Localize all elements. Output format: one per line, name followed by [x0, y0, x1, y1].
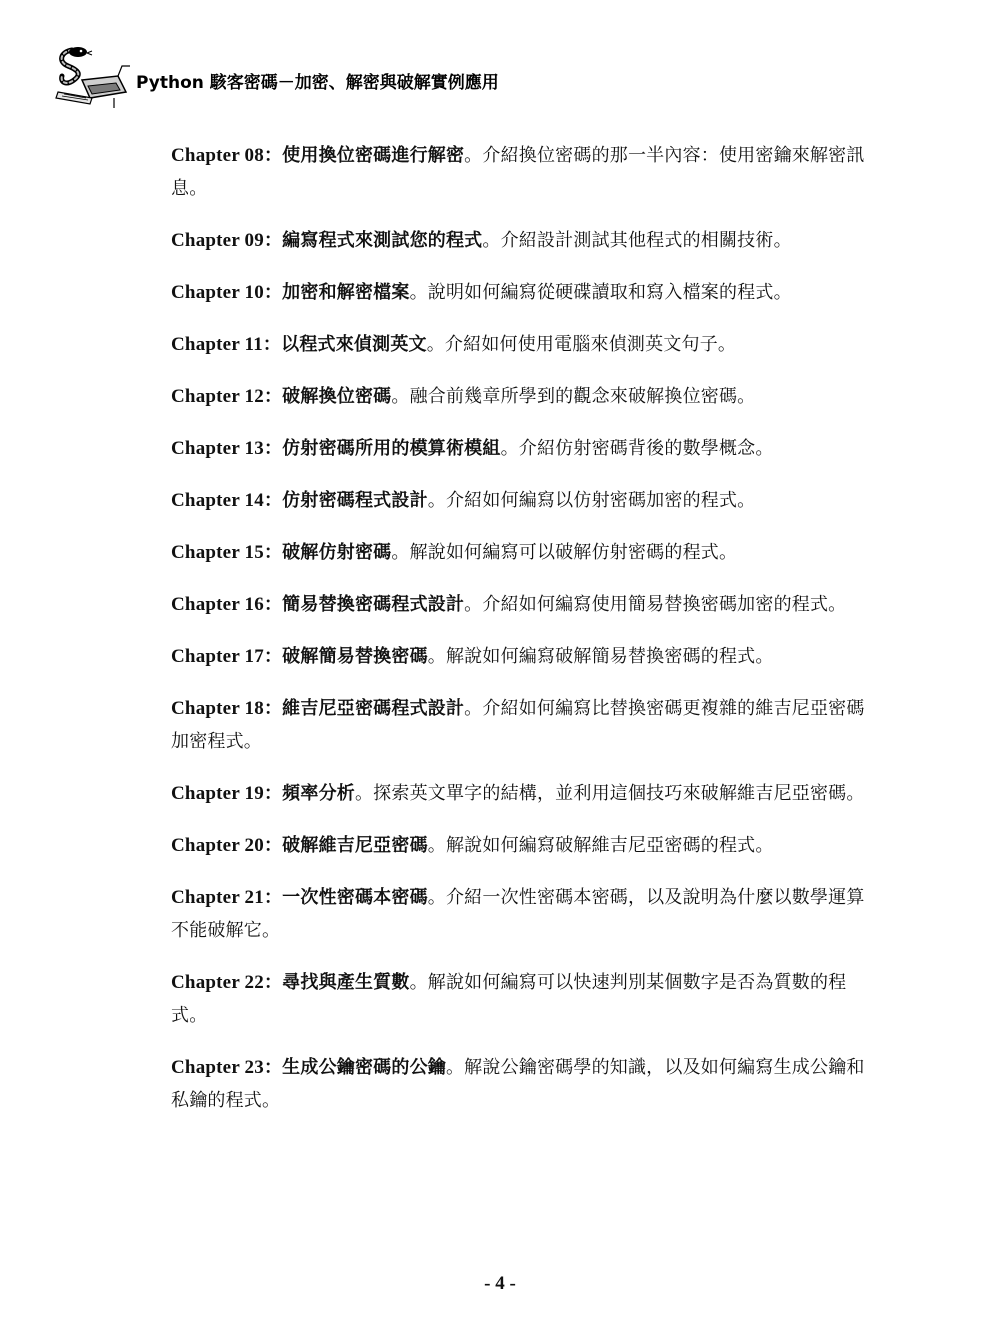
chapter-entry: [171, 139, 871, 205]
chapter-entry: [171, 966, 871, 1032]
chapter-title: 尋找與產生質數: [282, 972, 410, 993]
chapter-separator: ：: [263, 698, 283, 719]
chapter-description: 。解說公鑰密碼學的知識，以及如何編寫生成公鑰和私鑰的程式。: [171, 1057, 865, 1111]
chapter-entry: [171, 829, 871, 862]
chapter-label: Chapter 15: [171, 542, 264, 563]
chapter-title: 仿射密碼所用的模算術模組: [282, 438, 501, 459]
chapter-title: 簡易替換密碼程式設計: [282, 594, 465, 615]
chapter-list: [171, 139, 871, 1136]
chapter-separator: ：: [263, 646, 283, 667]
chapter-description: 。解說如何編寫破解簡易替換密碼的程式。: [427, 646, 774, 667]
chapter-label: Chapter 10: [171, 282, 264, 303]
chapter-separator: ：: [263, 1057, 283, 1078]
chapter-label: Chapter 08: [171, 145, 264, 166]
chapter-description: 。介紹如何編寫比替換密碼更複雜的維吉尼亞密碼加密程式。: [171, 698, 865, 752]
chapter-entry: [171, 328, 871, 361]
chapter-separator: ：: [263, 887, 283, 908]
chapter-description: 。探索英文單字的結構，並利用這個技巧來破解維吉尼亞密碼。: [354, 783, 865, 804]
chapter-separator: ：: [263, 438, 283, 459]
chapter-label: Chapter 20: [171, 835, 264, 856]
chapter-title: 生成公鑰密碼的公鑰: [282, 1057, 446, 1078]
chapter-separator: ：: [263, 386, 283, 407]
chapter-entry: [171, 536, 871, 569]
chapter-entry: [171, 1051, 871, 1117]
chapter-separator: ：: [263, 783, 283, 804]
chapter-entry: [171, 881, 871, 947]
chapter-entry: [171, 380, 871, 413]
chapter-entry: [171, 692, 871, 758]
chapter-description: 。介紹如何編寫以仿射密碼加密的程式。: [427, 490, 756, 511]
chapter-title: 破解簡易替換密碼: [282, 646, 428, 667]
chapter-entry: [171, 777, 871, 810]
chapter-separator: ：: [263, 145, 283, 166]
chapter-entry: [171, 640, 871, 673]
chapter-label: Chapter 21: [171, 887, 264, 908]
chapter-title: 編寫程式來測試您的程式: [282, 230, 483, 251]
chapter-separator: ：: [262, 334, 282, 355]
chapter-description: 。解說如何編寫可以快速判別某個數字是否為質數的程式。: [171, 972, 847, 1026]
page-header: [52, 46, 652, 110]
chapter-title: 破解維吉尼亞密碼: [282, 835, 428, 856]
chapter-description: 。介紹仿射密碼背後的數學概念。: [500, 438, 774, 459]
chapter-description: 。解說如何編寫可以破解仿射密碼的程式。: [391, 542, 738, 563]
chapter-title: 一次性密碼本密碼: [282, 887, 428, 908]
chapter-title: 頻率分析: [282, 783, 355, 804]
chapter-label: Chapter 09: [171, 230, 264, 251]
chapter-title: 以程式來偵測英文: [281, 334, 427, 355]
chapter-label: Chapter 14: [171, 490, 264, 511]
chapter-description: 。介紹如何編寫使用簡易替換密碼加密的程式。: [464, 594, 847, 615]
chapter-entry: [171, 484, 871, 517]
chapter-description: 。解說如何編寫破解維吉尼亞密碼的程式。: [427, 835, 774, 856]
snake-computer-logo-icon: [52, 46, 136, 110]
chapter-label: Chapter 16: [171, 594, 264, 615]
chapter-separator: ：: [263, 230, 283, 251]
chapter-label: Chapter 17: [171, 646, 264, 667]
book-title: Python 駭客密碼－加密、解密與破解實例應用: [136, 73, 499, 93]
chapter-label: Chapter 11: [171, 334, 263, 355]
chapter-description: 。融合前幾章所學到的觀念來破解換位密碼。: [391, 386, 756, 407]
chapter-separator: ：: [263, 972, 283, 993]
chapter-entry: [171, 588, 871, 621]
chapter-label: Chapter 19: [171, 783, 264, 804]
chapter-title: 破解換位密碼: [282, 386, 392, 407]
chapter-separator: ：: [263, 594, 283, 615]
chapter-description: 。介紹換位密碼的那一半內容：使用密鑰來解密訊息。: [171, 145, 865, 199]
page-number: - 4 -: [484, 1273, 516, 1294]
chapter-entry: [171, 432, 871, 465]
chapter-label: Chapter 18: [171, 698, 264, 719]
chapter-description: 。介紹一次性密碼本密碼，以及說明為什麼以數學運算不能破解它。: [171, 887, 865, 941]
chapter-title: 破解仿射密碼: [282, 542, 392, 563]
chapter-label: Chapter 23: [171, 1057, 264, 1078]
chapter-title: 仿射密碼程式設計: [282, 490, 428, 511]
chapter-title: 使用換位密碼進行解密: [282, 145, 465, 166]
chapter-separator: ：: [263, 542, 283, 563]
chapter-label: Chapter 13: [171, 438, 264, 459]
chapter-entry: [171, 224, 871, 257]
chapter-separator: ：: [263, 282, 283, 303]
chapter-description: 。說明如何編寫從硬碟讀取和寫入檔案的程式。: [409, 282, 792, 303]
chapter-description: 。介紹設計測試其他程式的相關技術。: [482, 230, 792, 251]
chapter-entry: [171, 276, 871, 309]
chapter-title: 維吉尼亞密碼程式設計: [282, 698, 465, 719]
chapter-description: 。介紹如何使用電腦來偵測英文句子。: [426, 334, 737, 355]
chapter-separator: ：: [263, 835, 283, 856]
chapter-title: 加密和解密檔案: [282, 282, 410, 303]
chapter-label: Chapter 22: [171, 972, 264, 993]
chapter-label: Chapter 12: [171, 386, 264, 407]
chapter-separator: ：: [263, 490, 283, 511]
